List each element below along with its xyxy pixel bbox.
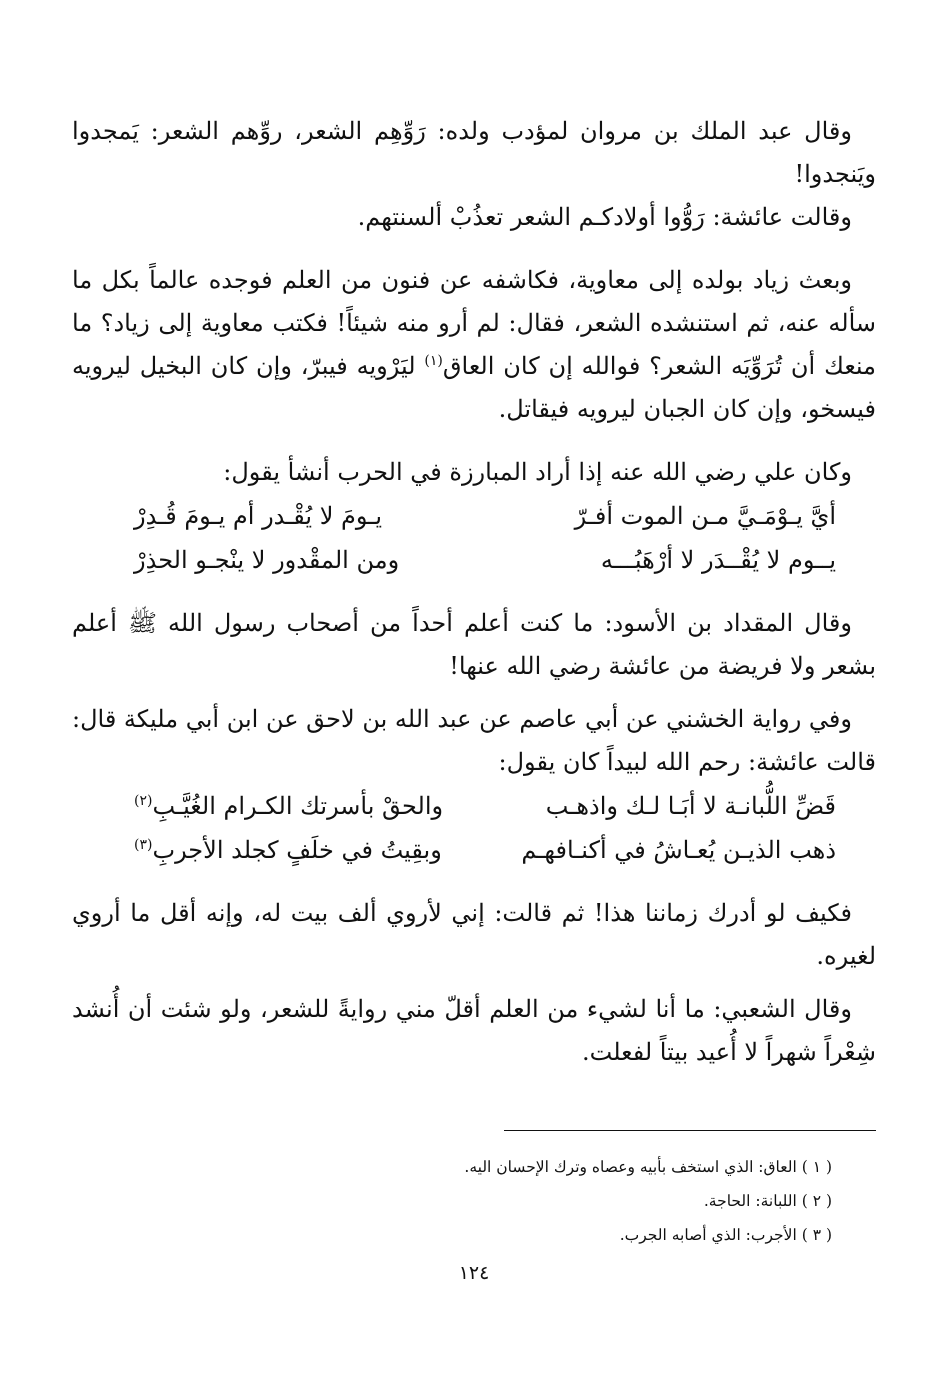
verse-4-first-hemistich: ذهب الذيـن يُعـاشُ في أكنـافهـم — [521, 836, 836, 864]
paragraph-ali: وكان علي رضي الله عنه إذا أراد المبارزة في الحرب أنشأ يقول: — [223, 458, 852, 486]
verse-3-first-hemistich: قَضِّ اللُّبانـة لا أبَـا لـك واذهـب — [545, 792, 836, 820]
footnote-divider — [504, 1130, 876, 1131]
footnote-2: ( ٢ ) اللبانة: الحاجة. — [703, 1192, 832, 1210]
paragraph-shabi: وقال الشعبي: ما أنا لشيء من العلم أقلّ مني روايةً للشعر، ولو شئت أن أُنشد شِعْراً شهراً لا أُعيد بيتاً لفعلت. — [72, 995, 876, 1066]
paragraph-ziyad-part1: وبعث زياد بولده إلى معاوية، فكاشفه عن فنون من العلم فوجده عالماً بكل ما سأله عنه، ثم استنشده الشعر، فقال: لم أرو منه شيئاً! فكتب معاوية إلى زياد؟ ما منعك أن تُرَوِّيَه الشعر؟ فوالله إن كان العاق — [72, 266, 876, 380]
paragraph-abd-al-malik: وقال عبد الملك بن مروان لمؤدب ولده: رَوِّهِم الشعر، روِّهم الشعر: يَمجدوا ويَنجدوا! — [72, 117, 876, 188]
paragraph-aisha-retort: فكيف لو أدرك زماننا هذا! ثم قالت: إني لأروي ألف بيت له، وإنه أقل ما أروي لغيره. — [72, 899, 876, 970]
verse-3-second-hemistich — [134, 784, 443, 828]
verse-2-first-hemistich: يــوم لا يُقْــدَر لا أرْهَبُـــه — [600, 546, 836, 574]
verse-line-1 — [72, 494, 876, 538]
verse-line-4 — [72, 828, 876, 872]
footnotes — [272, 1150, 832, 1252]
footnote-ref-3: (٣) — [134, 837, 153, 853]
footnote-1: ( ١ ) العاق: الذي استخف بأبيه وعصاه وترك الإحسان اليه. — [464, 1158, 832, 1176]
page-number: ١٢٤ — [458, 1262, 490, 1284]
paragraph-miqdad: وقال المقداد بن الأسود: ما كنت أعلم أحداً من أصحاب رسول الله ﷺ أعلم بشعر ولا فريضة من عائشة رضي الله عنها! — [72, 609, 876, 680]
verse-line-3 — [72, 784, 876, 828]
paragraph-ziyad-part2: ليَرْويه فيبرّ، وإن كان البخيل ليرويه فيسخو، وإن كان الجبان ليرويه فيقاتل. — [72, 352, 876, 423]
verse-4-second-hemistich — [134, 828, 442, 872]
verse-line-2 — [72, 538, 876, 582]
verse-1-second-hemistich: يـومَ لا يُقْـدر أم يـومَ قُـدِرْ — [134, 502, 383, 530]
footnote-ref-1: (١) — [424, 353, 443, 369]
paragraph-khushani: وفي رواية الخشني عن أبي عاصم عن عبد الله بن لاحق عن ابن أبي مليكة قال: قالت عائشة: رحم الله لبيداً كان يقول: — [71, 705, 876, 776]
paragraph-aisha-quote: وقالت عائشة: رَوُّوا أولادكـم الشعر تعذُبْ ألسنتهم. — [357, 203, 852, 231]
verse-1-first-hemistich: أيَّ يـوْمَـيَّ مـن الموت أفـرّ — [574, 502, 836, 530]
page-body — [72, 110, 876, 1074]
footnote-ref-2: (٢) — [134, 793, 153, 809]
verse-4-second-text: وبقِيتُ في خلَفٍ كجلد الأجربِ — [152, 836, 442, 864]
verse-2-second-hemistich: ومن المقْدور لا ينْجـو الحذِرْ — [134, 546, 400, 574]
verse-3-second-text: والحقْ بأسرتك الكـرام الغُيَّـبِ — [152, 792, 444, 820]
paragraph-ziyad — [72, 259, 876, 431]
footnote-3: ( ٣ ) الأجرب: الذي أصابه الجرب. — [619, 1226, 832, 1244]
